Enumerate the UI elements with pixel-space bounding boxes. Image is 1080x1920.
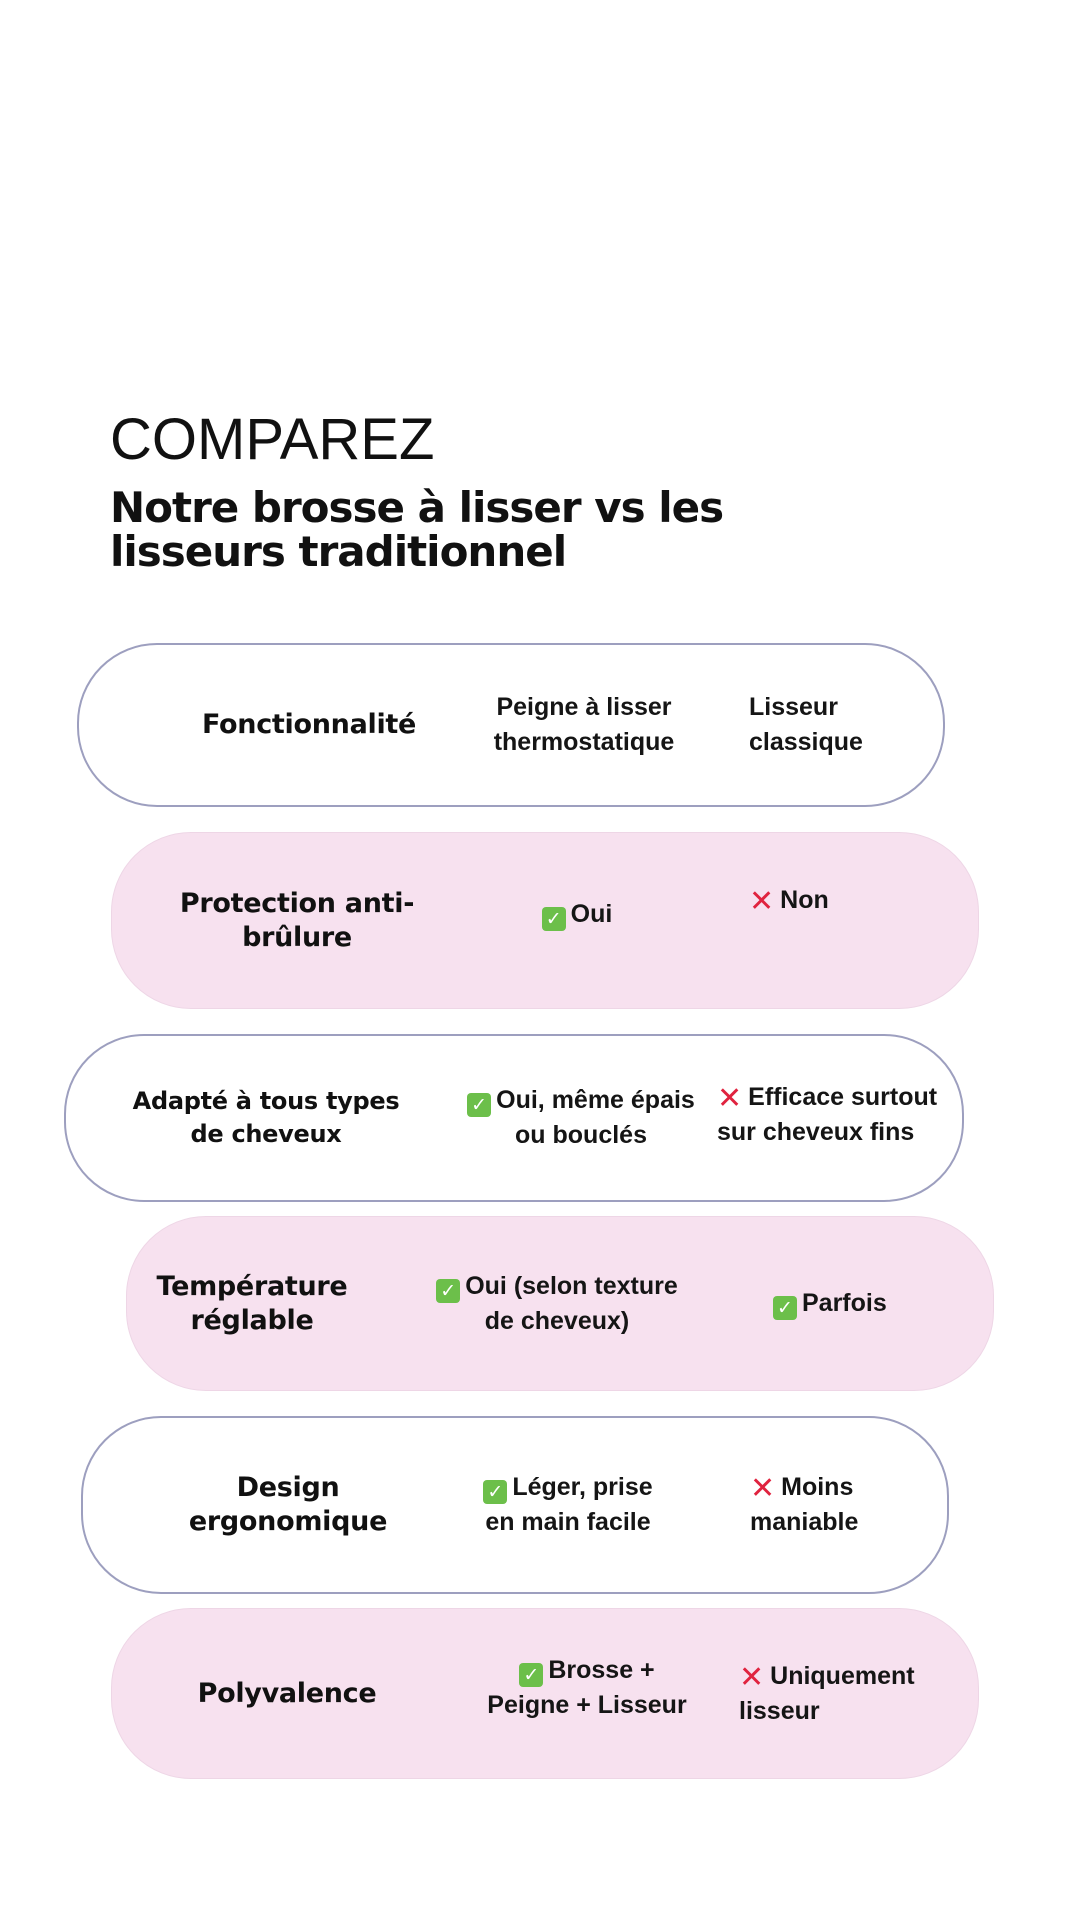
table-row: [111, 1608, 979, 1779]
page-subtitle: Notre brosse à lisser vs les lisseurs traditionnel: [110, 483, 724, 576]
table-row: [111, 832, 979, 1009]
check-icon: ✓: [773, 1296, 797, 1320]
row-feature-label: Protection anti-brûlure: [179, 887, 415, 953]
row-value-straightener-text: Non: [780, 886, 829, 914]
row-value-straightener: [739, 1609, 939, 1778]
row-value-comb: [477, 1609, 697, 1778]
cross-icon: ✕: [749, 884, 775, 919]
row-value-comb: [466, 1036, 696, 1200]
check-icon: ✓: [436, 1279, 460, 1303]
column-header-feature-label: Fonctionnalité: [201, 709, 417, 740]
row-value-comb: [427, 1217, 687, 1390]
row-value-straightener-text: Moins maniable: [750, 1473, 859, 1536]
table-row: [126, 1216, 994, 1391]
check-icon: ✓: [519, 1663, 543, 1687]
row-value-comb-text: Oui, même épais ou bouclés: [496, 1086, 695, 1149]
cross-icon: ✕: [717, 1081, 743, 1116]
table-header-row: [77, 643, 945, 807]
row-feature-label: Adapté à tous types de cheveux: [132, 1087, 400, 1148]
column-header-classic-straightener: [749, 645, 899, 805]
row-value-straightener: [773, 1217, 973, 1390]
header: [110, 408, 1010, 574]
row-feature-label: Température réglable: [156, 1270, 348, 1336]
row-value-straightener: [750, 1418, 890, 1592]
row-value-comb-text: Brosse + Peigne + Lisseur: [487, 1655, 687, 1719]
row-value-comb: [427, 833, 727, 1008]
cross-icon: ✕: [739, 1659, 765, 1695]
row-feature-label: Polyvalence: [197, 1677, 377, 1709]
row-value-comb-text: Léger, prise en main facile: [485, 1473, 653, 1536]
check-icon: ✓: [542, 907, 566, 931]
row-value-straightener-text: Parfois: [802, 1289, 887, 1317]
row-feature: [137, 1217, 367, 1390]
row-feature: [132, 833, 462, 1008]
row-value-comb: [468, 1418, 668, 1592]
row-value-straightener: [749, 833, 969, 1008]
column-header-feature: [109, 645, 509, 805]
column-header-classic-straightener-label: Lisseur classique: [749, 693, 863, 756]
row-feature-label: Design ergonomique: [188, 1472, 388, 1537]
row-feature: [142, 1609, 432, 1778]
row-value-straightener-text: Efficace surtout sur cheveux fins: [717, 1083, 938, 1146]
row-value-straightener: [717, 1036, 957, 1200]
table-row: [81, 1416, 949, 1594]
row-value-comb-text: Oui (selon texture de cheveux): [465, 1271, 678, 1335]
table-row: [64, 1034, 964, 1202]
check-icon: ✓: [483, 1480, 507, 1504]
check-icon: ✓: [467, 1093, 491, 1117]
column-header-thermo-comb-label: Peigne à lisser thermostatique: [493, 693, 675, 756]
cross-icon: ✕: [750, 1471, 776, 1506]
row-feature: [143, 1418, 433, 1592]
page-title: COMPAREZ: [110, 407, 435, 472]
row-feature: [121, 1036, 411, 1200]
column-header-thermo-comb: [454, 645, 714, 805]
row-value-straightener-text: Uniquement lisseur: [739, 1661, 915, 1725]
row-value-comb-text: Oui: [570, 900, 613, 928]
